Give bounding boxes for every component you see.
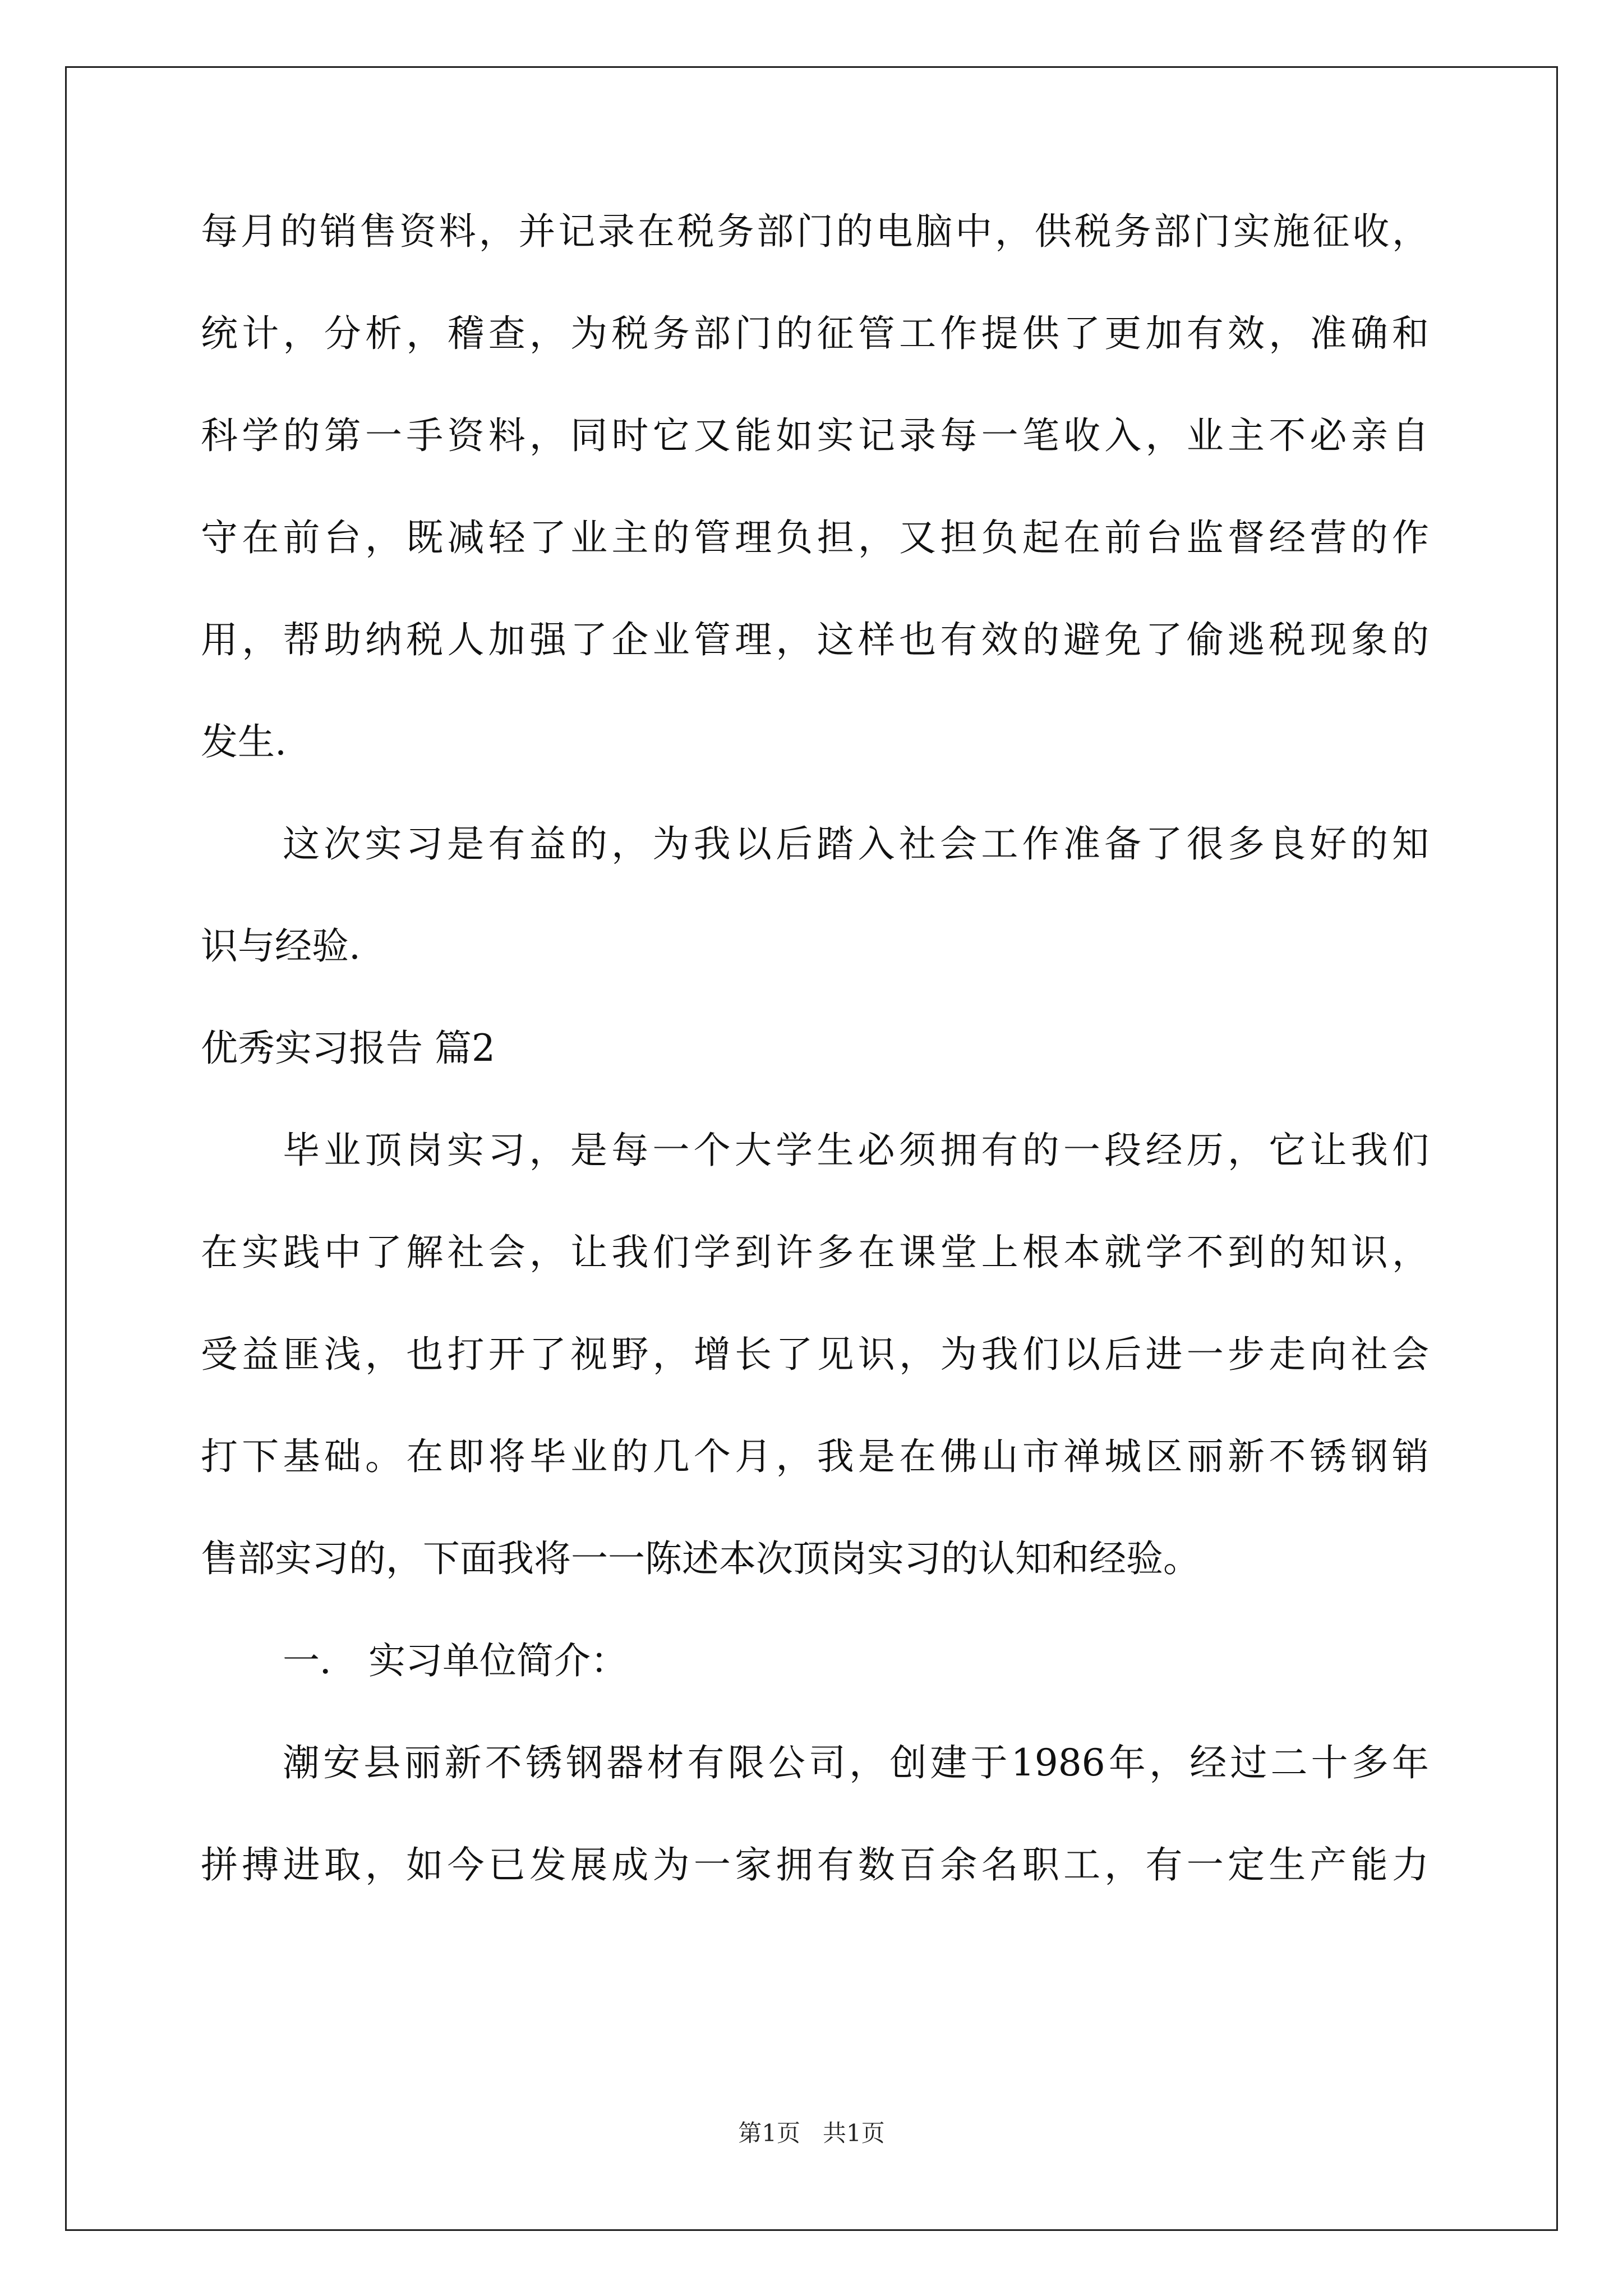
text-line: 在实践中了解社会，让我们学到许多在课堂上根本就学不到的知识， bbox=[201, 1231, 1429, 1274]
text-line: 潮安县丽新不锈钢器材有限公司，创建于1986年，经过二十多年 bbox=[283, 1741, 1429, 1784]
text-line: 每月的销售资料，并记录在税务部门的电脑中，供税务部门实施征收， bbox=[201, 210, 1429, 253]
text-line: 识与经验. bbox=[201, 924, 361, 968]
text-line: 这次实习是有益的，为我以后踏入社会工作准备了很多良好的知 bbox=[283, 822, 1429, 866]
text-line: 打下基础。在即将毕业的几个月，我是在佛山市禅城区丽新不锈钢销 bbox=[201, 1435, 1429, 1478]
section-heading: 优秀实习报告 篇2 bbox=[201, 1027, 495, 1070]
text-line: 科学的第一手资料，同时它又能如实记录每一笔收入，业主不必亲自 bbox=[201, 414, 1429, 457]
text-line: 守在前台，既减轻了业主的管理负担，又担负起在前台监督经营的作 bbox=[201, 516, 1429, 559]
text-line: 发生. bbox=[201, 720, 287, 763]
text-line: 毕业顶岗实习，是每一个大学生必须拥有的一段经历，它让我们 bbox=[283, 1129, 1429, 1172]
subsection-heading: 一． 实习单位简介： bbox=[283, 1639, 628, 1682]
document-body bbox=[201, 210, 1429, 1949]
text-line: 统计，分析，稽查，为税务部门的征管工作提供了更加有效，准确和 bbox=[201, 312, 1429, 355]
text-line: 用，帮助纳税人加强了企业管理，这样也有效的避免了偷逃税现象的 bbox=[201, 618, 1429, 661]
text-line: 售部实习的，下面我将一一陈述本次顶岗实习的认知和经验。 bbox=[201, 1537, 1200, 1580]
text-line: 受益匪浅，也打开了视野，增长了见识，为我们以后进一步走向社会 bbox=[201, 1333, 1429, 1376]
text-line: 拼搏进取，如今已发展成为一家拥有数百余名职工，有一定生产能力 bbox=[201, 1843, 1429, 1887]
page-footer: 第1页 共1页 bbox=[738, 2119, 885, 2147]
